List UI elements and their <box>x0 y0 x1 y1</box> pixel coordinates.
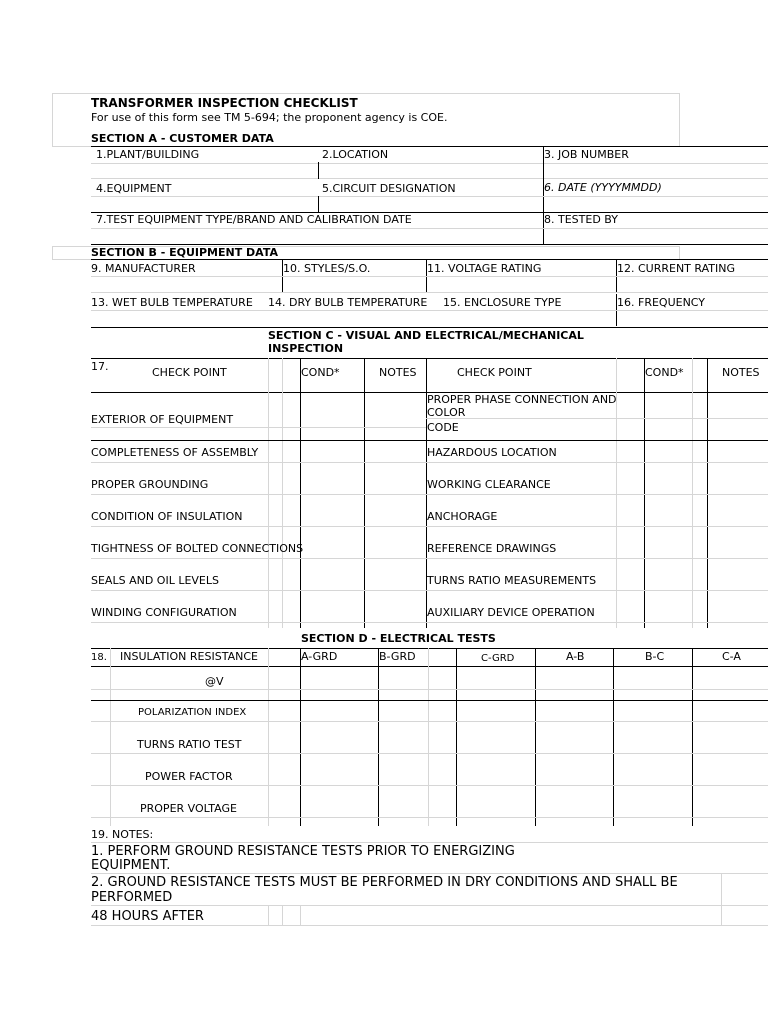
power-factor: POWER FACTOR <box>145 770 233 783</box>
phase-connection-label-color: COLOR <box>427 406 466 419</box>
location-label: 2.LOCATION <box>322 148 389 161</box>
dry-bulb-label: 14. DRY BULB TEMPERATURE <box>268 296 428 309</box>
job-number-label: 3. JOB NUMBER <box>544 148 629 161</box>
hazardous-location: HAZARDOUS LOCATION <box>427 446 557 459</box>
section-c-heading-line2: INSPECTION <box>268 342 344 355</box>
cond-header-right: COND* <box>645 366 684 379</box>
item-18-number: 18. <box>91 652 107 663</box>
voltage-rating-label: 11. VOLTAGE RATING <box>427 262 542 275</box>
section-d-heading: SECTION D - ELECTRICAL TESTS <box>301 632 496 645</box>
auxiliary-device-operation: AUXILIARY DEVICE OPERATION <box>427 606 595 619</box>
tested-by-label: 8. TESTED BY <box>544 213 618 226</box>
exterior-of-equipment: EXTERIOR OF EQUIPMENT <box>91 413 234 426</box>
item-17-number: 17. <box>91 360 109 373</box>
plant-building-label: 1.PLANT/BUILDING <box>96 148 200 161</box>
col-a-b: A-B <box>566 650 585 663</box>
note-2-continued: PERFORMED <box>91 890 173 905</box>
insulation-resistance-label: INSULATION RESISTANCE <box>120 650 258 663</box>
winding-configuration: WINDING CONFIGURATION <box>91 606 237 619</box>
test-equipment-label: 7.TEST EQUIPMENT TYPE/BRAND AND CALIBRATION DATE <box>96 213 412 226</box>
manufacturer-label: 9. MANUFACTURER <box>91 262 196 275</box>
note-1: 1. PERFORM GROUND RESISTANCE TESTS PRIOR TO ENERGIZING <box>91 844 515 859</box>
col-a-grd: A-GRD <box>301 650 338 663</box>
current-rating-label: 12. CURRENT RATING <box>617 262 735 275</box>
notes-header-right: NOTES <box>722 366 760 379</box>
turns-ratio-test: TURNS RATIO TEST <box>137 738 242 751</box>
col-c-a: C-A <box>722 650 741 663</box>
form-title: TRANSFORMER INSPECTION CHECKLIST <box>91 96 358 110</box>
condition-of-insulation: CONDITION OF INSULATION <box>91 510 243 523</box>
enclosure-type-label: 15. ENCLOSURE TYPE <box>443 296 562 309</box>
working-clearance: WORKING CLEARANCE <box>427 478 551 491</box>
anchorage: ANCHORAGE <box>427 510 498 523</box>
note-1-continued: EQUIPMENT. <box>91 858 171 873</box>
section-b-heading: SECTION B - EQUIPMENT DATA <box>91 246 279 259</box>
seals-and-oil-levels: SEALS AND OIL LEVELS <box>91 574 219 587</box>
circuit-designation-label: 5.CIRCUIT DESIGNATION <box>322 182 456 195</box>
proper-voltage: PROPER VOLTAGE <box>140 802 237 815</box>
equipment-label: 4.EQUIPMENT <box>96 182 172 195</box>
proper-grounding: PROPER GROUNDING <box>91 478 209 491</box>
styles-label: 10. STYLES/S.O. <box>283 262 371 275</box>
phase-connection-label-code: CODE <box>427 421 459 434</box>
col-b-c: B-C <box>645 650 665 663</box>
turns-ratio-measurements: TURNS RATIO MEASUREMENTS <box>427 574 597 587</box>
wet-bulb-label: 13. WET BULB TEMPERATURE <box>91 296 253 309</box>
phase-connection-label: PROPER PHASE CONNECTION AND <box>427 393 617 406</box>
notes-header-left: NOTES <box>379 366 417 379</box>
frequency-label: 16. FREQUENCY <box>617 296 706 309</box>
note-2: 2. GROUND RESISTANCE TESTS MUST BE PERFORMED IN DRY CONDITIONS AND SHALL BE <box>91 875 678 890</box>
check-point-header-right: CHECK POINT <box>457 366 532 379</box>
section-a-heading: SECTION A - CUSTOMER DATA <box>91 132 274 145</box>
polarization-index: POLARIZATION INDEX <box>138 707 247 718</box>
col-b-grd: B-GRD <box>379 650 416 663</box>
section-a-top-line <box>91 146 768 147</box>
form-subtitle: For use of this form see TM 5-694; the proponent agency is COE. <box>91 111 448 124</box>
check-point-header-left: CHECK POINT <box>152 366 227 379</box>
reference-drawings: REFERENCE DRAWINGS <box>427 542 557 555</box>
completeness-of-assembly: COMPLETENESS OF ASSEMBLY <box>91 446 259 459</box>
date-label: 6. DATE (YYYYMMDD) <box>544 181 662 194</box>
tightness-of-bolted-connections: TIGHTNESS OF BOLTED CONNECTIONS <box>91 542 304 555</box>
cond-header-left: COND* <box>301 366 340 379</box>
col-c-grd: C-GRD <box>481 653 515 664</box>
notes-label: 19. NOTES: <box>91 828 154 841</box>
section-c-heading: SECTION C - VISUAL AND ELECTRICAL/MECHANICAL <box>268 329 584 342</box>
at-v-label: @V <box>205 675 224 688</box>
note-3: 48 HOURS AFTER <box>91 909 204 924</box>
